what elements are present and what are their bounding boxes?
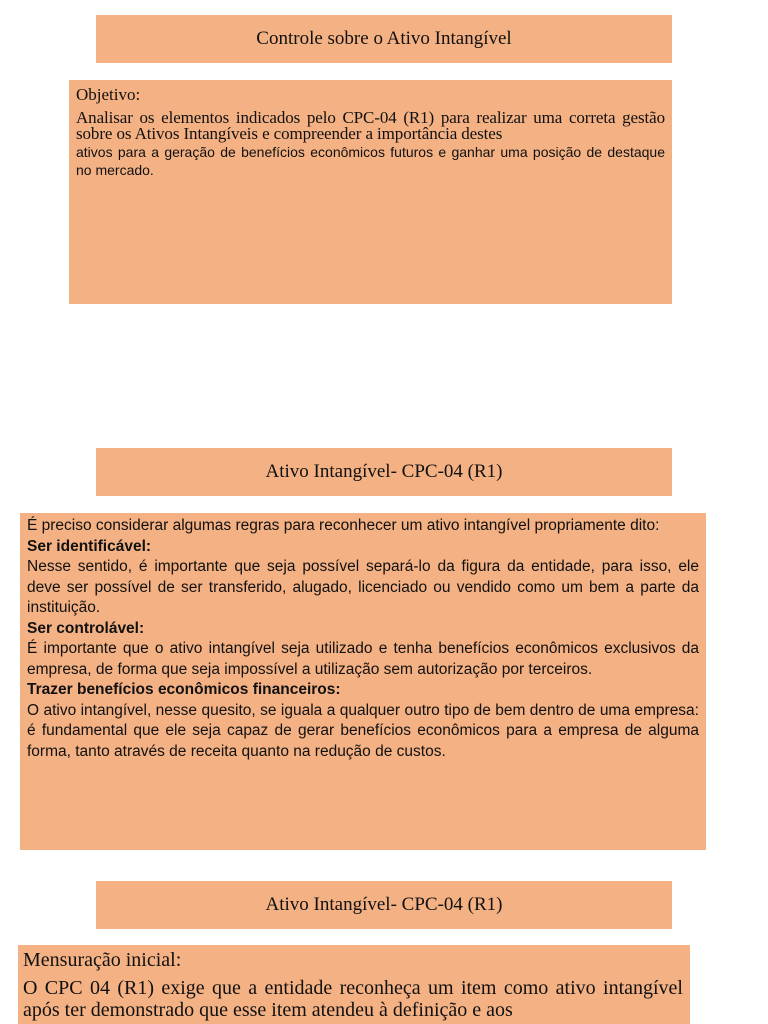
section1-text-sans: ativos para a geração de benefícios econômicos futuros e ganhar uma posição de destaque no mercado. xyxy=(76,144,665,178)
section1-objective-box xyxy=(69,80,672,304)
section3-title: Ativo Intangível- CPC-04 (R1) xyxy=(265,894,503,915)
section2-title-box xyxy=(96,448,672,496)
section3-text: O CPC 04 (R1) exige que a entidade reconheça um item como ativo intangível após ter demonstrado que esse item atendeu à definição e aos xyxy=(23,977,683,1021)
rule-beneficios-text: O ativo intangível, nesse quesito, se iguala a qualquer outro tipo de bem dentro de uma empresa: é fundamental que ele seja capaz de gerar benefícios econômicos para a empresa de alguma forma, tanto através de receita quanto na redução de custos. xyxy=(27,701,699,760)
section1-title-box xyxy=(96,15,672,63)
section1-heading: Objetivo: xyxy=(76,85,141,104)
section2-rules-box xyxy=(20,513,706,850)
rule-identificavel-text: Nesse sentido, é importante que seja possível separá-lo da figura da entidade, para isso, ele deve ser possível de ser transferido, alugado, licenciado ou vendido como um bem a parte da instituição. xyxy=(27,558,699,616)
section2-intro: É preciso considerar algumas regras para reconhecer um ativo intangível propriamente dito: xyxy=(27,517,660,534)
section3-title-box xyxy=(96,881,672,929)
rule-controlavel-text: É importante que o ativo intangível seja utilizado e tenha benefícios econômicos exclusivos da empresa, de forma que seja impossível a utilização sem autorização por terceiros. xyxy=(27,640,699,678)
section1-title: Controle sobre o Ativo Intangível xyxy=(256,28,512,49)
rule-identificavel-heading: Ser identificável: xyxy=(27,537,152,555)
rule-controlavel-heading: Ser controlável: xyxy=(27,619,145,637)
rule-beneficios-heading: Trazer benefícios econômicos financeiros: xyxy=(27,681,341,698)
section1-text-serif: Analisar os elementos indicados pelo CPC-04 (R1) para realizar uma correta gestão sobre os Ativos Intangíveis e compreender a importância destes xyxy=(76,108,665,143)
section3-measurement-box xyxy=(18,945,690,1024)
section3-heading: Mensuração inicial: xyxy=(23,949,182,971)
section2-title: Ativo Intangível- CPC-04 (R1) xyxy=(265,461,503,482)
